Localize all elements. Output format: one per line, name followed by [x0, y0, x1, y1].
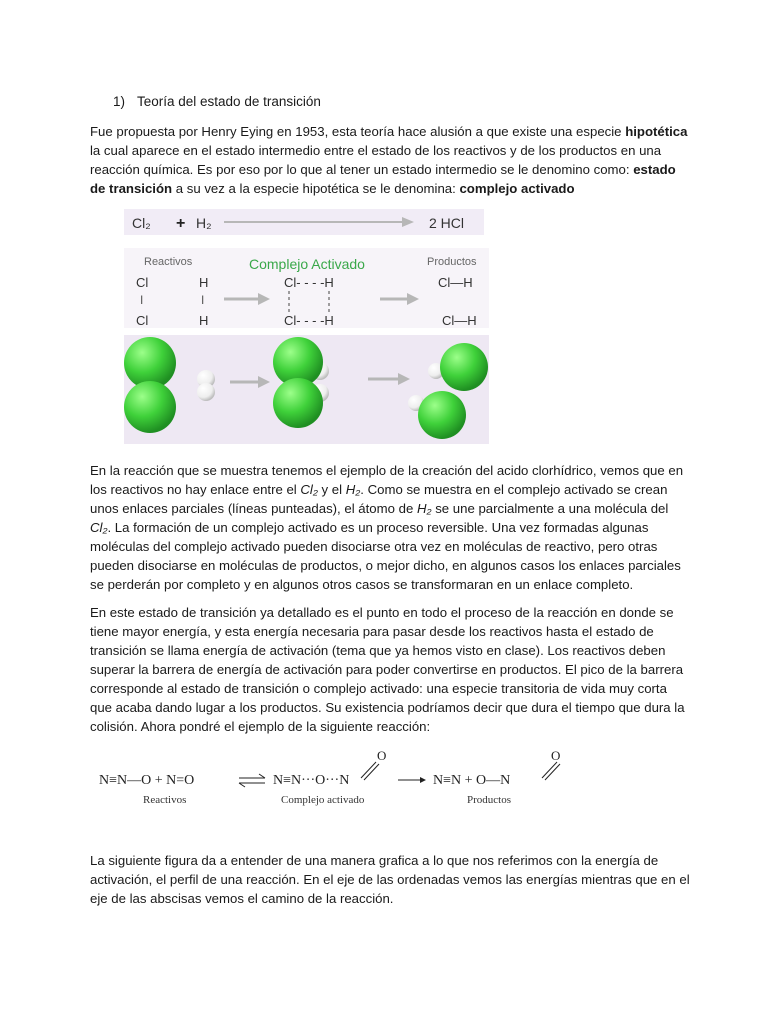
formula-complejo: N≡N···O···N: [273, 773, 350, 788]
complejo-row-top: Cl- - - -H: [284, 275, 334, 290]
reactivo-cl-top: Cl: [136, 275, 149, 290]
n2o-figure-svg: [95, 746, 565, 808]
complejo-row-bottom: Cl- - - -H: [284, 313, 334, 328]
paragraph-figure-intro: La siguiente figura da a entender de una manera grafica a lo que nos referimos con la energía de activación, el perfil de una reacción. En el eje de las ordenadas vemos las energías mientras que en el eje de las abscisas vemos el camino de la reacción.: [90, 853, 690, 906]
caption-complejo: Complejo activado: [281, 794, 365, 806]
label-productos: Productos: [427, 256, 477, 268]
hcl-reaction-figure: [124, 207, 489, 444]
eq-cl2: Cl₂: [132, 215, 151, 231]
section-number: 1): [113, 94, 126, 109]
n2o-reaction-figure: [95, 746, 565, 808]
cl-atom-product-top: [440, 343, 488, 391]
eq-h2: H₂: [196, 215, 212, 231]
formula-productos: N≡N + O—N: [433, 773, 511, 788]
product-arrow-head: [420, 777, 426, 783]
reactivo-h-top: H: [199, 275, 209, 290]
label-reactivos: Reactivos: [144, 256, 193, 268]
cl-atom-reactant-bottom: [124, 381, 176, 433]
paragraph-intro: [90, 122, 690, 198]
reactivo-cl-bottom: Cl: [136, 313, 149, 328]
cl-atom-product-bottom: [418, 391, 466, 439]
paragraph-explanation: [90, 461, 690, 594]
eq-product: 2 HCl: [429, 215, 465, 231]
p2-h2: H₂: [345, 482, 361, 497]
p1-text-a: Fue propuesta por Henry Eying en 1953, esta teoría hace alusión a que existe una especie: [90, 124, 626, 139]
reactivo-sep-left: I: [140, 293, 144, 307]
hcl-figure-svg: [124, 207, 489, 444]
caption-productos: Productos: [467, 794, 511, 806]
p2-h2b: H₂: [416, 501, 432, 516]
section-heading: [113, 93, 321, 111]
label-complejo: Complejo Activado: [249, 256, 365, 272]
formula-reactivos: N≡N—O + N=O: [99, 773, 195, 788]
producto-row-bottom: Cl—H: [442, 313, 477, 328]
p2-text-a: En la reacción que se muestra tenemos el ejemplo de la creación del acido clorhídrico, vemos que en los reactivos no hay enlace entre el: [90, 463, 684, 497]
eq-plus: +: [176, 215, 186, 232]
p1-bold-hipotetica: hipotética: [625, 124, 688, 139]
p2-text-d: se une parcialmente a una molécula del: [431, 501, 669, 516]
p2-cl2b: Cl₂: [90, 520, 108, 535]
p1-text-c: la cual aparece en el estado intermedio entre el estado de los reactivos y de los productos en una reacción química. Es por eso por lo que al tener un estado intermedio se le denomino como:: [90, 143, 662, 177]
p2-text-e: . La formación de un complejo activado es un proceso reversible. Una vez formadas algunas moléculas del complejo activado pueden disociarse otra vez en moléculas de reactivo, pero otras pueden disociarse en moléculas de productos, o mejor dicho, en algunos casos los enlaces parciales se perderán por completo y en algunos otros casos se transformaran en un enlace completo.: [90, 520, 681, 592]
reactivo-sep-right: I: [201, 293, 205, 307]
p1-bold-complejo: complejo activado: [459, 181, 575, 196]
caption-reactivos: Reactivos: [143, 794, 187, 806]
p2-text-b: y el: [317, 482, 346, 497]
eq-arrow-forward-head: [259, 774, 265, 778]
p1-text-e: a su vez a la especie hipotética se le denomina:: [172, 181, 460, 196]
p1-bold-estado: estado de transición: [90, 162, 676, 196]
eq-arrow-back-head: [239, 783, 245, 787]
section-title: Teoría del estado de transición: [137, 94, 321, 109]
complejo-oxygen: O: [377, 748, 387, 763]
cl-atom-complex-bottom: [273, 378, 323, 428]
producto-oxygen: O: [551, 748, 561, 763]
p2-cl2: Cl₂: [300, 482, 318, 497]
p2-text-c: . Como se muestra en el complejo activado se crean unos enlaces parciales (líneas punteadas), el átomo de: [90, 482, 668, 516]
paragraph-energy: En este estado de transición ya detallado es el punto en todo el proceso de la reacción en donde se tiene mayor energía, y esta energía necesaria para pasar desde los reactivos hasta el estado de transición se llama energía de activación (tema que ya hemos visto en clase). Los reactivos deben superar la barrera de energía de activación para poder convertirse en productos. El pico de la barrera corresponde al estado de transición o complejo activado: una especie transitoria de vida muy corta que acaba dando lugar a los productos. Su existencia podríamos decir que dura el tiempo que dura la colisión. Ahora pondré el ejemplo de la siguiente reacción:: [90, 605, 685, 734]
producto-row-top: Cl—H: [438, 275, 473, 290]
reactivo-h-bottom: H: [199, 313, 209, 328]
h-atom-reactant-bottom: [197, 383, 215, 401]
